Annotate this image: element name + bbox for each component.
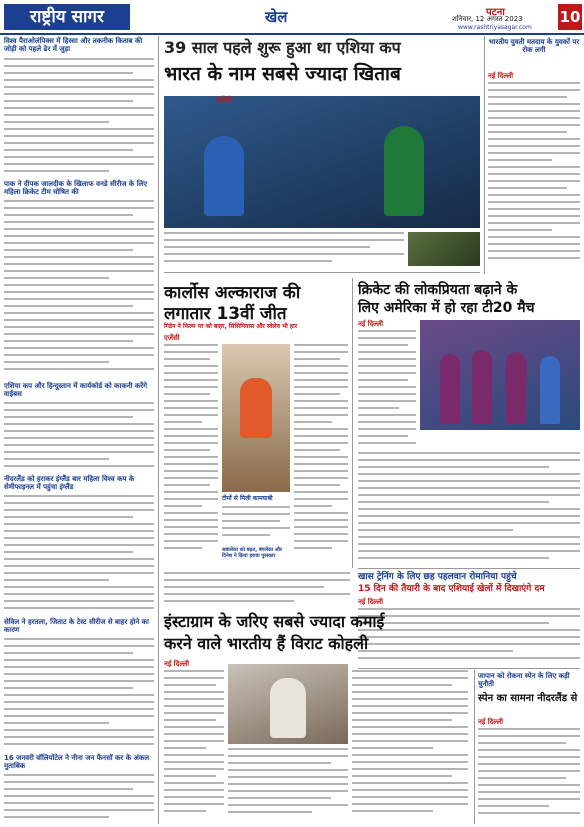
asia-cup-headline: भारत के नाम सबसे ज्यादा खिताब [164, 63, 401, 85]
instagram-text-2 [228, 748, 348, 824]
asia-cup-kicker: 39 साल पहले शुरू हुआ था एशिया कप [164, 38, 401, 57]
left-article-2-text [4, 200, 154, 378]
alcaraz-subhead-2: टीमों से मिली कामयाबी [222, 495, 273, 502]
team-figure-4 [540, 356, 560, 424]
team-figure-3 [506, 352, 526, 424]
right-headline: भारतीय युवती मतदाय के युवकों पर रोक लगी [488, 38, 580, 55]
left-article-5-text [4, 638, 154, 750]
instagram-text-1 [164, 670, 224, 824]
story-divider-2 [358, 568, 580, 569]
column-divider-left [158, 36, 159, 824]
alcaraz-headline-1: कार्लोस अल्काराज की [164, 283, 301, 303]
kohli-photo [228, 664, 348, 744]
column-divider-right [484, 36, 485, 274]
left-article-3-text [4, 402, 154, 472]
instagram-headline-2: करने वाले भारतीय हैं विराट कोहली [164, 634, 369, 653]
team-figure-2 [472, 350, 492, 424]
alcaraz-text-col-1 [164, 344, 218, 564]
alcaraz-byline: एजेंसी [164, 334, 180, 342]
cricket-usa-text-2 [358, 452, 580, 564]
japan-headline-2: स्पेन का सामना नीदरलैंड से [478, 693, 578, 704]
japan-text [478, 728, 580, 824]
player-figure-1 [204, 136, 244, 216]
cricket-usa-headline-2: लिए अमेरिका में हो रहा टी20 मैच [358, 300, 535, 316]
player-figure [270, 678, 306, 738]
instagram-byline: नई दिल्ली [164, 660, 190, 668]
asia-cup-photo-2 [408, 232, 480, 266]
left-headline-1: विश्व पैराओलंपिक्स में हिस्सा और तकनीक किताब की जोड़ी को पहले ढेर में जुड़ा [4, 37, 143, 54]
alcaraz-photo [222, 344, 290, 492]
alcaraz-subhead: गिडेन ने फिल्म पर को बाहर, सिसिपियास और स्वेलेव भी हार [164, 323, 298, 330]
cricket-usa-headline-1: क्रिकेट की लोकप्रियता बढ़ाने के [358, 282, 518, 298]
newspaper-logo: राष्ट्रीय सागर [4, 4, 130, 30]
alcaraz-text-col-3 [294, 344, 348, 564]
cricket-usa-byline: नई दिल्ली [358, 320, 384, 328]
wrestling-byline: नई दिल्ली [358, 598, 384, 606]
left-headline-4: नीदरलैंड को हराकर इंग्लैंड बार महिला विश्व कप के सेमीफाइनल में पहुंचा इंग्लैंड [4, 475, 135, 492]
asia-cup-text [164, 232, 404, 268]
left-headline-3: एशिया कप और हिन्दुस्तान में कार्यकोर्ड को काकनी करेंगे वाईबस [4, 382, 148, 399]
asia-cup-photo [164, 96, 480, 228]
instagram-headline-1: इंस्टाग्राम के जरिए सबसे ज्यादा कमाई [164, 612, 385, 631]
player-shirt [240, 378, 272, 438]
left-headline-6: 16 जनवरी वॉलियोंटेल ने नीना जन फैनसॉ कर के अंकल मुताबिक [4, 754, 150, 771]
cricket-usa-text-1 [358, 330, 416, 450]
section-title: खेल [265, 8, 288, 26]
japan-headline-1: जापान को रोकना स्पेन के लिए कड़ी चुनौती [478, 672, 570, 689]
cricket-usa-photo [420, 320, 580, 430]
wrestling-headline-1: खास ट्रेनिंग के लिए छह पहलवान रोमानिया पहुंचे [358, 572, 517, 582]
story-divider [164, 272, 480, 273]
right-byline: नई दिल्ली [488, 72, 514, 80]
alcaraz-headline-2: लगातार 13वीं जीत [164, 304, 287, 324]
team-figure-1 [440, 354, 460, 424]
left-headline-2: पाक ने दीपक जालदीक के खिलाफ वनडे सीरीज के लिए महिला क्रिकेट टीम घोषित की [4, 180, 148, 197]
edition-date: शनिवार, 12 अगस्त 2023 [452, 15, 523, 23]
alcaraz-subhead-3: सबालेंका को बढ़त, बंगलेंका और दिनेश ने किया हराया पुरस्कार [222, 547, 282, 559]
masthead-rule [0, 33, 584, 35]
page-number: 10 [558, 4, 582, 30]
player-figure-2 [384, 126, 424, 216]
japan-byline: नई दिल्ली [478, 718, 504, 726]
wrestling-headline-2: 15 दिन की तैयारी के बाद एशियाई खेलों में दिखाएंगे दम [358, 584, 545, 594]
asia-cup-byline: एजेंसी [216, 96, 232, 104]
instagram-text-3 [352, 670, 468, 824]
column-divider-japan [474, 670, 475, 824]
alcaraz-text-bottom [164, 572, 350, 606]
right-article-text [488, 82, 580, 272]
left-article-6-text [4, 774, 154, 824]
edition-city: पटना [486, 7, 505, 18]
column-divider-middle [352, 278, 353, 568]
website-link[interactable]: www.rashtriyasagar.com [458, 24, 532, 31]
story-divider-3 [358, 668, 580, 669]
left-article-1-text [4, 58, 154, 176]
left-article-4-text [4, 495, 154, 615]
left-headline-5: सेविल ने हरतला, जिताट के टेस्ट सीरीज से बाहर होने का कारण [4, 618, 149, 635]
alcaraz-text-col-2 [222, 506, 290, 546]
